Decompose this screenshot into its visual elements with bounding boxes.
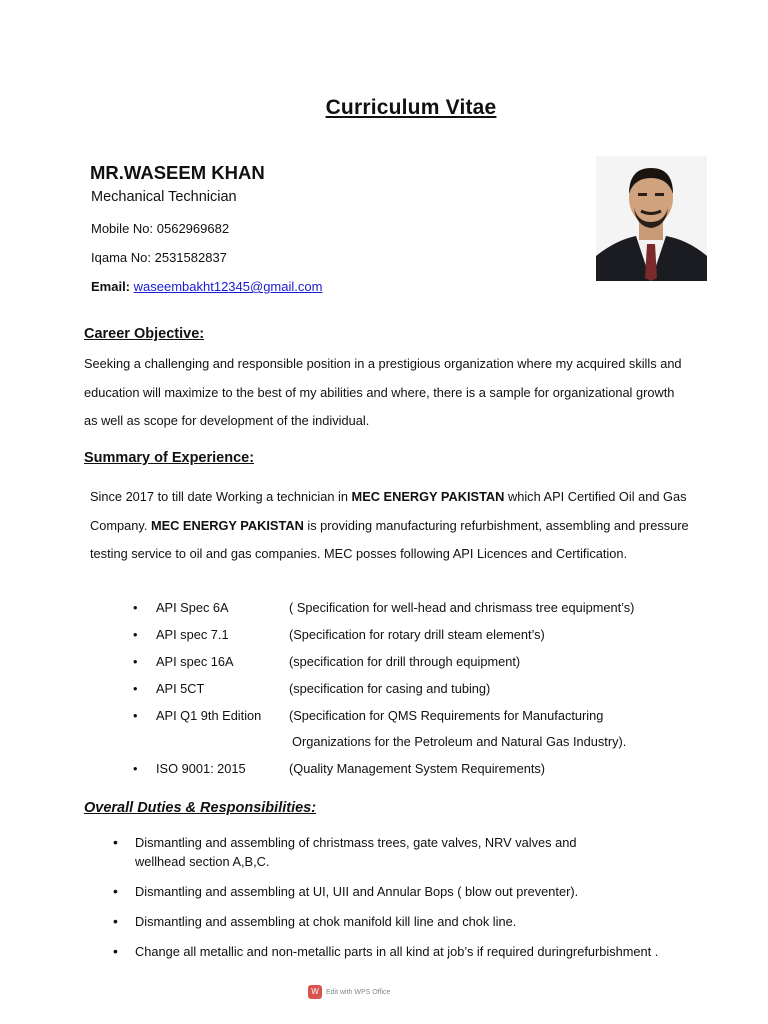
summary-text-span: which API Certified Oil and Gas	[504, 489, 687, 504]
email-line	[91, 279, 322, 294]
iqama-value: 2531582837	[154, 250, 227, 265]
certification-code: API spec 7.1	[156, 627, 229, 642]
bullet: •	[133, 708, 138, 723]
bullet: •	[133, 654, 138, 669]
summary-line: testing service to oil and gas companies. MEC posses following API Licences and Certification.	[90, 546, 628, 561]
wps-logo-icon: W	[308, 985, 322, 999]
summary-heading: Summary of Experience:	[84, 450, 255, 466]
summary-text-span: Since 2017 to till date Working a technician in	[90, 489, 352, 504]
summary-text-span: Company.	[90, 517, 151, 533]
company-name: MEC ENERGY PAKISTAN	[351, 489, 505, 504]
bullet: •	[133, 761, 138, 776]
career-line: Seeking a challenging and responsible position in a prestigious organization where my acquired skills and	[84, 356, 682, 371]
summary-text-span: is providing manufacturing refurbishment, assembling and pressure	[303, 517, 689, 533]
mobile-line	[91, 221, 229, 236]
company-name: MEC ENERGY PAKISTAN	[150, 517, 304, 533]
bullet: •	[133, 600, 138, 615]
document-title: Curriculum Vitae	[325, 96, 497, 119]
certification-desc: (Specification for rotary drill steam element’s)	[289, 627, 545, 642]
wps-footer-text: Edit with WPS Office	[326, 988, 391, 996]
career-objective-heading: Career Objective:	[84, 326, 205, 342]
certification-code: ISO 9001: 2015	[156, 761, 246, 776]
iqama-line	[91, 250, 227, 265]
career-line: education will maximize to the best of my abilities and where, there is a sample for organizational growth	[84, 384, 675, 400]
duty-line: wellhead section A,B,C.	[135, 854, 270, 869]
bullet: •	[113, 913, 118, 929]
bullet: •	[133, 627, 138, 642]
bullet: •	[133, 681, 138, 696]
bullet: •	[113, 943, 118, 959]
profile-photo	[596, 156, 707, 281]
certification-code: API Q1 9th Edition	[156, 708, 262, 723]
iqama-label: Iqama No:	[91, 250, 151, 265]
duty-text: Dismantling and assembling at chok manifold kill line and chok line.	[135, 914, 517, 929]
email-link[interactable]: waseembakht12345@gmail.com	[133, 279, 323, 294]
duty-line: Dismantling and assembling of christmass trees, gate valves, NRV valves and	[135, 835, 577, 850]
certification-desc: ( Specification for well-head and chrismass tree equipment’s)	[289, 600, 635, 615]
summary-text	[90, 483, 740, 569]
summary-line	[90, 483, 740, 512]
bullet: •	[113, 883, 118, 899]
mobile-value: 0562969682	[156, 221, 230, 236]
summary-line	[90, 512, 740, 541]
certification-desc: Organizations for the Petroleum and Natural Gas Industry).	[292, 734, 627, 749]
candidate-role: Mechanical Technician	[91, 189, 237, 205]
career-line: as well as scope for development of the individual.	[84, 413, 370, 428]
certification-desc: (Quality Management System Requirements)	[289, 761, 546, 776]
bullet: •	[113, 834, 118, 850]
duty-text: Change all metallic and non-metallic parts in all kind at job’s if required duringrefurbishment .	[135, 944, 659, 959]
certification-desc: (specification for casing and tubing)	[289, 681, 491, 696]
candidate-name: MR.WASEEM KHAN	[90, 162, 265, 183]
certification-code: API 5CT	[156, 681, 205, 696]
certification-code: API spec 16A	[156, 654, 234, 669]
wps-footer[interactable]	[308, 985, 390, 999]
certification-desc: (Specification for QMS Requirements for Manufacturing	[289, 708, 604, 723]
duty-text: Dismantling and assembling at UI, UII and Annular Bops ( blow out preventer).	[135, 884, 579, 899]
certification-code: API Spec 6A	[156, 600, 229, 615]
duties-heading: Overall Duties & Responsibilities:	[84, 800, 317, 816]
duty-text	[135, 833, 655, 871]
career-objective-text	[84, 350, 744, 436]
email-label: Email:	[91, 279, 131, 294]
mobile-label: Mobile No:	[91, 221, 154, 236]
certification-desc: (specification for drill through equipment)	[289, 654, 521, 669]
